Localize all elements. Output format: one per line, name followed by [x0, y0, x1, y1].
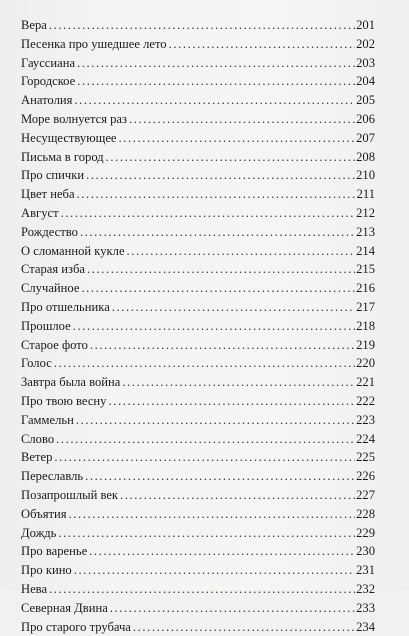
toc-entry-page-number: 225: [355, 448, 375, 467]
toc-entry-title: Про кино: [21, 561, 74, 580]
toc-entry-title: Про спички: [21, 166, 86, 185]
toc-entry-title: Переславль: [21, 467, 85, 486]
toc-entry: [21, 223, 375, 242]
toc-entry-title: Анатолия: [21, 91, 74, 110]
toc-entry-title: Нева: [21, 580, 49, 599]
toc-dot-leader: [89, 542, 355, 561]
toc-entry-page-number: 226: [355, 467, 375, 486]
toc-entry-title: Городское: [21, 72, 77, 91]
toc-dot-leader: [122, 373, 355, 392]
toc-entry: [21, 317, 375, 336]
toc-entry-page-number: 232: [355, 580, 375, 599]
toc-dot-leader: [119, 129, 356, 148]
toc-entry: [21, 166, 375, 185]
toc-entry: [21, 411, 375, 430]
toc-dot-leader: [74, 561, 355, 580]
toc-entry: [21, 16, 375, 35]
toc-entry: [21, 242, 375, 261]
toc-entry-page-number: 218: [355, 317, 375, 336]
table-of-contents: [21, 16, 375, 636]
toc-entry-page-number: 207: [355, 129, 375, 148]
toc-dot-leader: [49, 16, 355, 35]
toc-dot-leader: [49, 580, 355, 599]
toc-dot-leader: [129, 110, 355, 129]
toc-entry-page-number: 222: [355, 392, 375, 411]
toc-entry-page-number: 210: [355, 166, 375, 185]
toc-entry: [21, 561, 375, 580]
toc-entry-page-number: 219: [355, 336, 375, 355]
toc-entry: [21, 618, 375, 636]
toc-dot-leader: [76, 411, 355, 430]
toc-entry: [21, 110, 375, 129]
toc-dot-leader: [81, 279, 355, 298]
toc-dot-leader: [73, 317, 355, 336]
toc-entry: [21, 392, 375, 411]
toc-entry-page-number: 234: [355, 618, 375, 636]
toc-entry: [21, 148, 375, 167]
toc-entry: [21, 580, 375, 599]
toc-entry: [21, 129, 375, 148]
toc-entry-title: Про твою весну: [21, 392, 108, 411]
toc-entry: [21, 467, 375, 486]
toc-entry-page-number: 233: [355, 599, 375, 618]
toc-entry-title: Песенка про ушедшее лето: [21, 35, 169, 54]
toc-entry: [21, 35, 375, 54]
toc-entry: [21, 599, 375, 618]
toc-entry-title: Случайное: [21, 279, 81, 298]
toc-entry-page-number: 220: [355, 354, 375, 373]
toc-dot-leader: [87, 260, 355, 279]
toc-dot-leader: [90, 336, 355, 355]
toc-dot-leader: [108, 392, 355, 411]
toc-entry: [21, 204, 375, 223]
toc-entry-title: Несуществующее: [21, 129, 119, 148]
toc-entry-title: Август: [21, 204, 61, 223]
toc-dot-leader: [77, 54, 355, 73]
toc-entry-title: Ветер: [21, 448, 54, 467]
toc-dot-leader: [77, 72, 355, 91]
toc-entry-title: Про отшельника: [21, 298, 112, 317]
toc-entry-page-number: 204: [355, 72, 375, 91]
toc-entry-page-number: 224: [355, 430, 375, 449]
toc-entry: [21, 54, 375, 73]
toc-dot-leader: [85, 467, 355, 486]
toc-dot-leader: [69, 505, 356, 524]
toc-entry: [21, 185, 375, 204]
toc-entry: [21, 260, 375, 279]
toc-entry-title: Про старого трубача: [21, 618, 133, 636]
toc-entry: [21, 430, 375, 449]
toc-entry-title: Гаммельн: [21, 411, 76, 430]
toc-dot-leader: [133, 618, 355, 636]
toc-dot-leader: [106, 148, 355, 167]
toc-entry-page-number: 201: [355, 16, 375, 35]
toc-entry-page-number: 221: [355, 373, 375, 392]
toc-entry-title: Объятия: [21, 505, 69, 524]
toc-entry-page-number: 205: [355, 91, 375, 110]
toc-entry-title: Рождество: [21, 223, 80, 242]
toc-dot-leader: [169, 35, 356, 54]
toc-dot-leader: [112, 298, 355, 317]
toc-entry-title: Про варенье: [21, 542, 89, 561]
toc-entry: [21, 354, 375, 373]
toc-entry-title: Слово: [21, 430, 56, 449]
toc-dot-leader: [54, 354, 355, 373]
toc-entry: [21, 298, 375, 317]
toc-entry-title: Голос: [21, 354, 54, 373]
toc-dot-leader: [56, 430, 355, 449]
toc-entry-page-number: 211: [356, 185, 375, 204]
toc-entry-page-number: 206: [355, 110, 375, 129]
toc-dot-leader: [77, 185, 356, 204]
toc-entry: [21, 72, 375, 91]
toc-dot-leader: [58, 524, 355, 543]
toc-entry-page-number: 215: [355, 260, 375, 279]
toc-entry-title: Завтра была война: [21, 373, 122, 392]
toc-entry-page-number: 203: [355, 54, 375, 73]
toc-entry-title: Вера: [21, 16, 49, 35]
toc-dot-leader: [127, 242, 356, 261]
toc-entry: [21, 505, 375, 524]
toc-entry-page-number: 228: [355, 505, 375, 524]
toc-dot-leader: [86, 166, 355, 185]
toc-entry-title: Старое фото: [21, 336, 90, 355]
toc-entry-title: Старая изба: [21, 260, 87, 279]
toc-entry-page-number: 212: [355, 204, 375, 223]
toc-entry-page-number: 208: [355, 148, 375, 167]
toc-entry-title: Северная Двина: [21, 599, 110, 618]
toc-entry: [21, 448, 375, 467]
toc-entry-page-number: 227: [355, 486, 375, 505]
toc-entry-page-number: 213: [355, 223, 375, 242]
toc-entry-title: Прошлое: [21, 317, 73, 336]
toc-dot-leader: [120, 486, 355, 505]
toc-entry: [21, 542, 375, 561]
toc-dot-leader: [80, 223, 355, 242]
toc-entry: [21, 524, 375, 543]
toc-entry: [21, 486, 375, 505]
toc-entry-page-number: 230: [355, 542, 375, 561]
toc-dot-leader: [110, 599, 355, 618]
toc-dot-leader: [74, 91, 355, 110]
toc-entry-title: Дождь: [21, 524, 58, 543]
toc-entry: [21, 336, 375, 355]
toc-entry: [21, 279, 375, 298]
toc-entry-page-number: 231: [355, 561, 375, 580]
toc-entry-title: Цвет неба: [21, 185, 77, 204]
toc-entry-page-number: 216: [355, 279, 375, 298]
toc-entry-title: Позапрошлый век: [21, 486, 120, 505]
toc-entry: [21, 91, 375, 110]
toc-dot-leader: [61, 204, 356, 223]
toc-entry-page-number: 214: [355, 242, 375, 261]
toc-entry-title: Письма в город: [21, 148, 106, 167]
toc-entry-page-number: 223: [355, 411, 375, 430]
toc-entry-page-number: 229: [355, 524, 375, 543]
toc-entry: [21, 373, 375, 392]
toc-entry-title: Море волнуется раз: [21, 110, 129, 129]
toc-entry-page-number: 202: [355, 35, 375, 54]
toc-dot-leader: [54, 448, 355, 467]
toc-entry-page-number: 217: [355, 298, 375, 317]
toc-entry-title: Гауссиана: [21, 54, 77, 73]
toc-entry-title: О сломанной кукле: [21, 242, 127, 261]
